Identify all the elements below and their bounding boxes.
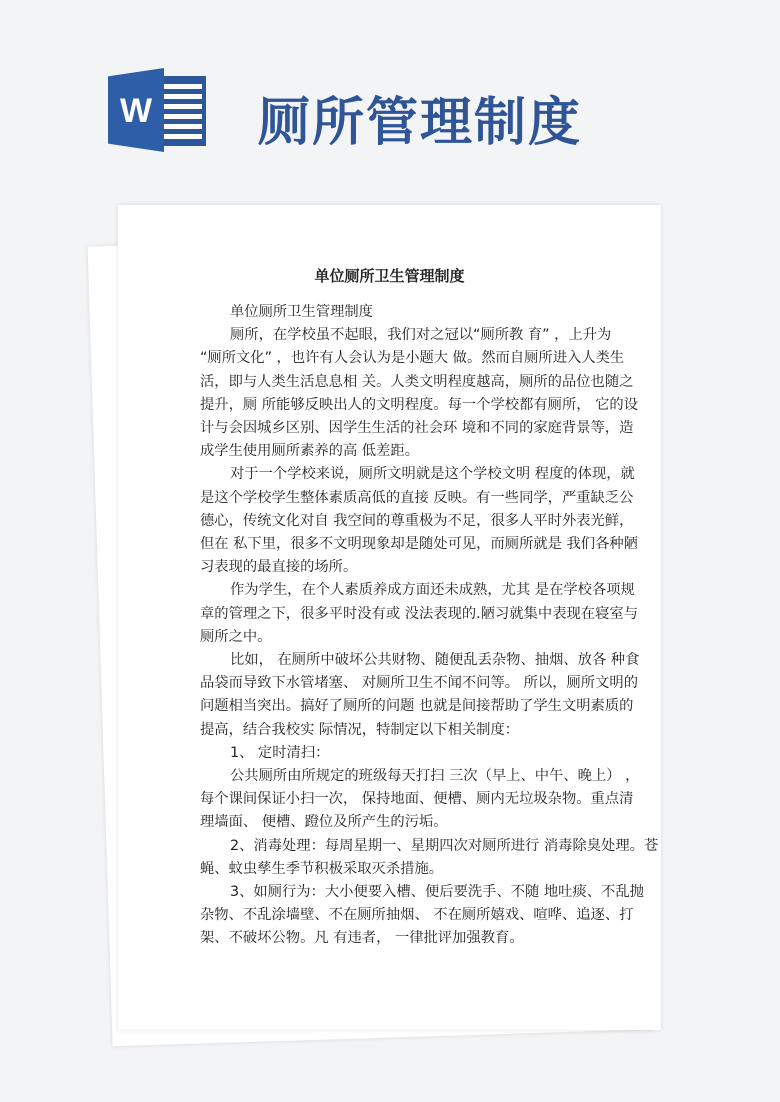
text-line: 作为学生，在个人素质养成方面还未成熟，尤其 是在学校各项规 xyxy=(230,582,635,599)
logo-letter: W xyxy=(119,92,153,130)
paragraph xyxy=(200,324,638,463)
text-line: 成学生使用厕所素养的高 低差距。 xyxy=(200,443,419,460)
text-line: 理墙面、 便槽、蹬位及所产生的污垢。 xyxy=(200,814,448,831)
text-line: 德心，传统文化对自 我空间的尊重极为不足，很多人平时外表光鲜， xyxy=(200,512,634,529)
text-line: 对于一个学校来说，厕所文明就是这个学校文明 程度的体现，就 xyxy=(230,466,635,483)
text-line: 提高，结合我校实 际情况，特制定以下相关制度： xyxy=(200,721,520,738)
paragraph xyxy=(200,301,620,324)
text-line: 比如， 在厕所中破坏公共财物、随便乱丢杂物、抽烟、放各 种食 xyxy=(230,652,640,669)
text-line: 3、如厕行为：大小便要入槽、便后要洗手、不随 地吐痰、不乱抛 xyxy=(230,884,644,901)
text-line: 活，即与人类生活息息相 关。人类文明程度越高，厕所的品位也随之 xyxy=(200,373,634,390)
document-body xyxy=(200,301,659,951)
text-line: 公共厕所由所规定的班级每天打扫 三次（早上、中午、晚上） ， xyxy=(230,768,640,785)
paragraph xyxy=(200,765,640,835)
text-line: 问题相当突出。搞好了厕所的问题 也就是间接帮助了学生文明素质的 xyxy=(200,698,634,715)
text-line: 是这个学校学生整体素质高低的直接 反映。有一些同学，严重缺乏公 xyxy=(200,489,634,506)
text-line: 计与会因城乡区别、因学生生活的社会环 境和不同的家庭背景等，造 xyxy=(200,420,634,437)
text-line: 提升，厕 所能够反映出人的文明程度。每一个学校都有厕所， 它的设 xyxy=(200,396,638,413)
paragraph xyxy=(200,835,659,881)
text-line: 杂物、不乱涂墙壁、不在厕所抽烟、 不在厕所嬉戏、喧哗、追逐、打 xyxy=(200,907,634,924)
word-logo-icon xyxy=(108,68,208,152)
text-line: 2、消毒处理：每周星期一、星期四次对厕所进行 消毒除臭处理。苍 xyxy=(230,837,659,854)
text-line: 品袋而导致下水管堵塞、 对厕所卫生不闻不问等。 所以，厕所文明的 xyxy=(200,675,638,692)
text-line: 单位厕所卫生管理制度 xyxy=(230,304,373,320)
text-line: 每个课间保证小扫一次， 保持地面、便槽、厕内无垃圾杂物。重点清 xyxy=(200,791,634,808)
text-line: “厕所文化” ，也许有人会认为是小题大 做。然而自厕所进入人类生 xyxy=(200,350,625,367)
text-line: 但在 私下里，很多不文明现象却是随处可见，而厕所就是 我们各种陋 xyxy=(200,536,638,553)
text-line: 1、 定时清扫： xyxy=(230,744,330,761)
paragraph xyxy=(200,579,638,649)
paragraph xyxy=(200,881,644,951)
paragraph xyxy=(200,649,640,742)
text-line: 蝇、蚊虫孳生季节积极采取灭杀措施。 xyxy=(200,860,444,877)
text-line: 习表现的最直接的场所。 xyxy=(200,559,358,576)
text-line: 章的管理之下，很多平时没有或 没法表现的.陋习就集中表现在寝室与 xyxy=(200,605,638,622)
header-title: 厕所管理制度 xyxy=(258,92,583,153)
document-title: 单位厕所卫生管理制度 xyxy=(314,267,465,285)
paragraph xyxy=(200,463,638,579)
text-line: 架、不破坏公物。凡 有违者， 一律批评加强教育。 xyxy=(200,930,524,947)
document-page xyxy=(118,205,661,1030)
text-line: 厕所之中。 xyxy=(200,628,272,645)
paragraph xyxy=(200,742,620,765)
text-line: 厕所，在学校虽不起眼，我们对之冠以“厕所教 育” ，上升为 xyxy=(230,327,612,344)
